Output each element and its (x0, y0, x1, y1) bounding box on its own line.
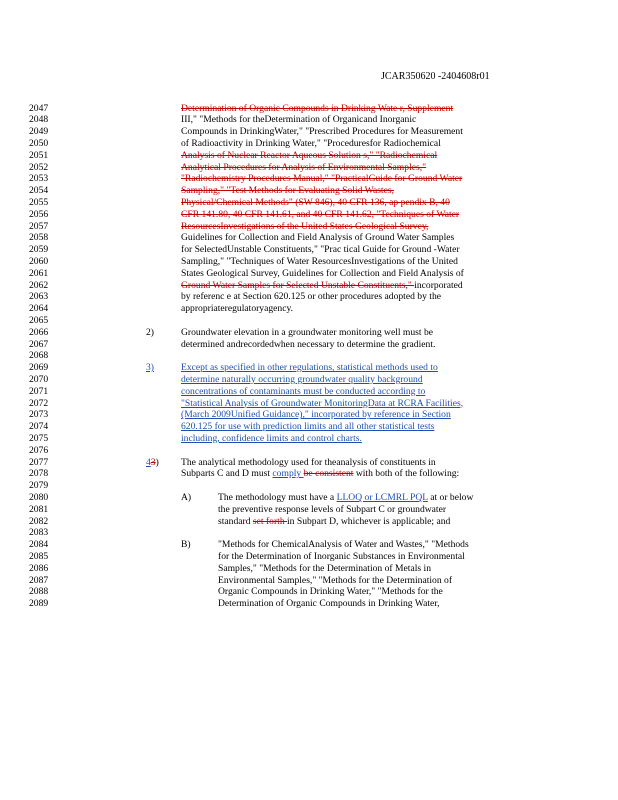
document-line (0, 504, 618, 516)
line-number: 2050 (29, 137, 49, 149)
deleted-text: Sampling," "Test Methods for Evaluating Solid Wastes, (181, 185, 394, 197)
document-line (0, 598, 618, 610)
line-number: 2049 (29, 126, 49, 138)
line-number: 2067 (29, 338, 49, 350)
line-number: 2053 (29, 173, 49, 185)
text-run: Samples," "Methods for the Determination of Metals in (218, 562, 431, 574)
document-id-header: JCAR350620 -2404608r01 (381, 71, 490, 82)
item-marker: B) (181, 539, 191, 551)
line-text (181, 173, 462, 185)
line-number: 2079 (29, 480, 49, 492)
document-line (0, 173, 618, 185)
document-line (0, 315, 618, 327)
line-number: 2072 (29, 397, 49, 409)
document-line (0, 103, 618, 115)
document-line (0, 398, 618, 410)
line-number: 2051 (29, 149, 49, 161)
line-number: 2063 (29, 291, 49, 303)
document-line (0, 303, 618, 315)
deleted-text: CFR 141.80, 40 CFR 141.61, and 40 CFR 141.62, "Techniques of Water (181, 208, 460, 220)
line-number: 2085 (29, 550, 49, 562)
line-text (181, 114, 416, 126)
document-line (0, 256, 618, 268)
document-line (0, 575, 618, 587)
line-text (181, 138, 441, 150)
text-run: in Subpart D, whichever is applicable; and (287, 515, 451, 527)
line-text (181, 209, 459, 221)
line-number: 2058 (29, 232, 49, 244)
line-text (218, 539, 469, 551)
line-text (181, 398, 463, 410)
line-text (181, 433, 362, 445)
line-text (181, 339, 435, 351)
line-number: 2048 (29, 114, 49, 126)
line-number: 2089 (29, 598, 49, 610)
deleted-text: Analytical Procedures for Analysis of Environmental Samples," (181, 161, 427, 173)
text-run: Guidelines for Collection and Field Analysis of Ground Water Samples (181, 232, 455, 244)
document-line (0, 126, 618, 138)
document-line (0, 445, 618, 457)
document-line (0, 162, 618, 174)
line-number: 2064 (29, 303, 49, 315)
line-text (181, 303, 293, 315)
deleted-text: "Radiochemistry Procedures Manual," "PracticalGuide for Ground Water (181, 173, 463, 185)
document-line (0, 114, 618, 126)
document-line (0, 362, 618, 374)
line-text (181, 457, 436, 469)
text-run: standard (218, 515, 253, 527)
document-line (0, 516, 618, 528)
line-text (218, 551, 465, 563)
text-run: III," "Methods for theDetermination of Organicand Inorganic (181, 114, 417, 126)
line-number: 2076 (29, 444, 49, 456)
line-text (181, 362, 438, 374)
text-run: Groundwater elevation in a groundwater monitoring well must be (181, 326, 434, 338)
text-run: for SelectedUnstable Constituents," "Prac tical Guide for Ground -Water (181, 244, 460, 256)
line-number: 2062 (29, 279, 49, 291)
line-number: 2061 (29, 267, 49, 279)
text-run: Compounds in DrinkingWater," "Prescribed Procedures for Measurement (181, 126, 463, 138)
document-line (0, 539, 618, 551)
text-run: appropriateregulatoryagency. (181, 303, 294, 315)
line-text (181, 386, 425, 398)
document-line (0, 409, 618, 421)
deleted-text: set forth (252, 515, 288, 527)
line-text (181, 185, 394, 197)
line-text (181, 197, 450, 209)
document-line (0, 291, 618, 303)
line-number: 2056 (29, 208, 49, 220)
line-number: 2087 (29, 574, 49, 586)
line-text (181, 244, 460, 256)
inserted-text: LLOQ or LCMRL PQL (336, 491, 428, 503)
document-line (0, 551, 618, 563)
line-text (181, 409, 451, 421)
document-line (0, 138, 618, 150)
line-number: 2083 (29, 527, 49, 539)
line-number: 2066 (29, 326, 49, 338)
text-run: for the Determination of Inorganic Substances in Environmental (218, 550, 465, 562)
deleted-text: Physical/Chemical Methods" (SW 846), 40 CFR 136, ap pendix B, 40 (181, 196, 450, 208)
line-number: 2081 (29, 503, 49, 515)
document-line (0, 457, 618, 469)
line-number: 2070 (29, 373, 49, 385)
line-number: 2078 (29, 468, 49, 480)
text-run: at or below (427, 491, 474, 503)
inserted-text: determine naturally occurring groundwater quality background (181, 373, 423, 385)
line-text (181, 327, 433, 339)
document-line (0, 563, 618, 575)
document-line (0, 350, 618, 362)
inserted-text: 620.125 for use with prediction limits and all other statistical tests (181, 421, 435, 433)
inserted-text: including, confidence limits and control charts. (181, 432, 362, 444)
document-line (0, 527, 618, 539)
line-number: 2059 (29, 244, 49, 256)
subsection-marker: 2) (146, 326, 154, 338)
line-text (181, 421, 434, 433)
text-run: The analytical methodology used for theanalysis of constituents in (181, 456, 436, 468)
inserted-text: "Statistical Analysis of Groundwater MonitoringData at RCRA Facilities, (181, 397, 464, 409)
line-text (181, 256, 458, 268)
line-number: 2075 (29, 432, 49, 444)
line-number: 2082 (29, 515, 49, 527)
line-text (181, 126, 463, 138)
line-number: 2047 (29, 102, 49, 114)
document-line (0, 327, 618, 339)
line-number: 2071 (29, 385, 49, 397)
inserted-text: Except as specified in other regulations, statistical methods used to (181, 362, 438, 374)
document-line (0, 433, 618, 445)
line-text (218, 586, 443, 598)
text-run: with both of the following: (353, 468, 460, 480)
text-run: Environmental Samples," "Methods for the Determination of (218, 574, 453, 586)
text-run: "Methods for ChemicalAnalysis of Water and Wastes," "Methods (218, 539, 469, 551)
line-number: 2074 (29, 421, 49, 433)
text-run: States Geological Survey, Guidelines for Collection and Field Analysis of (181, 267, 464, 279)
document-line (0, 244, 618, 256)
line-number: 2069 (29, 362, 49, 374)
item-marker: A) (181, 491, 192, 503)
line-text (181, 150, 437, 162)
document-line (0, 468, 618, 480)
text-run: the preventive response levels of Subpart C or groundwater (218, 503, 447, 515)
inserted-text: comply (272, 468, 304, 480)
line-text (181, 291, 441, 303)
line-text (218, 504, 446, 516)
line-number: 2080 (29, 491, 49, 503)
deleted-text: ResourcesInvestigations of the United States Geological Survey, (181, 220, 429, 232)
text-run: Sampling," "Techniques of Water ResourcesInvestigations of the United (181, 255, 458, 267)
line-number: 2077 (29, 456, 49, 468)
text-run: incorporated (414, 279, 463, 291)
inserted-text: (March 2009Unified Guidance)," incorporated by reference in Section (181, 409, 451, 421)
line-text (181, 103, 453, 115)
text-run: The methodology must have a (218, 491, 337, 503)
document-line (0, 209, 618, 221)
text-run: of Radioactivity in Drinking Water," "Proceduresfor Radiochemical (181, 137, 441, 149)
line-text (218, 563, 431, 575)
document-line (0, 586, 618, 598)
document-line (0, 374, 618, 386)
line-number: 2057 (29, 220, 49, 232)
text-run: Determination of Organic Compounds in Drinking Water, (218, 598, 440, 610)
line-number: 2084 (29, 539, 49, 551)
line-text (218, 575, 452, 587)
document-line (0, 197, 618, 209)
text-run: Subparts C and D must (181, 468, 273, 480)
line-number: 2052 (29, 161, 49, 173)
line-number: 2088 (29, 586, 49, 598)
deleted-text: Analysis of Nuclear Reactor Aqueous Solution s," "Radiochemical (181, 149, 438, 161)
line-number: 2073 (29, 409, 49, 421)
deleted-text: Determination of Organic Compounds in Drinking Wate r, Supplement (181, 102, 454, 114)
subsection-marker: 43) (146, 456, 159, 468)
document-line (0, 221, 618, 233)
document-line (0, 492, 618, 504)
line-text (181, 468, 459, 480)
deleted-text: be consistent (303, 468, 354, 480)
line-text (218, 516, 450, 528)
document-line (0, 386, 618, 398)
text-run: determined andrecordedwhen necessary to determine the gradient. (181, 338, 436, 350)
document-line (0, 480, 618, 492)
document-line (0, 268, 618, 280)
line-number: 2065 (29, 314, 49, 326)
document-line (0, 280, 618, 292)
document-line (0, 421, 618, 433)
line-text (181, 162, 426, 174)
line-text (181, 280, 463, 292)
line-number: 2054 (29, 185, 49, 197)
text-run: Organic Compounds in Drinking Water," "Methods for the (218, 586, 443, 598)
line-text (181, 374, 423, 386)
line-number: 2060 (29, 255, 49, 267)
line-number: 2068 (29, 350, 49, 362)
document-line (0, 150, 618, 162)
line-text (218, 598, 440, 610)
document-line (0, 185, 618, 197)
line-text (181, 221, 428, 233)
document-line (0, 339, 618, 351)
text-run: by referenc e at Section 620.125 or other procedures adopted by the (181, 291, 442, 303)
document-line (0, 232, 618, 244)
line-number: 2055 (29, 196, 49, 208)
line-text (218, 492, 473, 504)
subsection-marker: 3) (146, 362, 154, 374)
line-text (181, 268, 464, 280)
deleted-text: Ground Water Samples for Selected Unstable Constituents," (181, 279, 415, 291)
line-number: 2086 (29, 562, 49, 574)
inserted-text: concentrations of contaminants must be conducted according to (181, 385, 426, 397)
line-text (181, 232, 454, 244)
